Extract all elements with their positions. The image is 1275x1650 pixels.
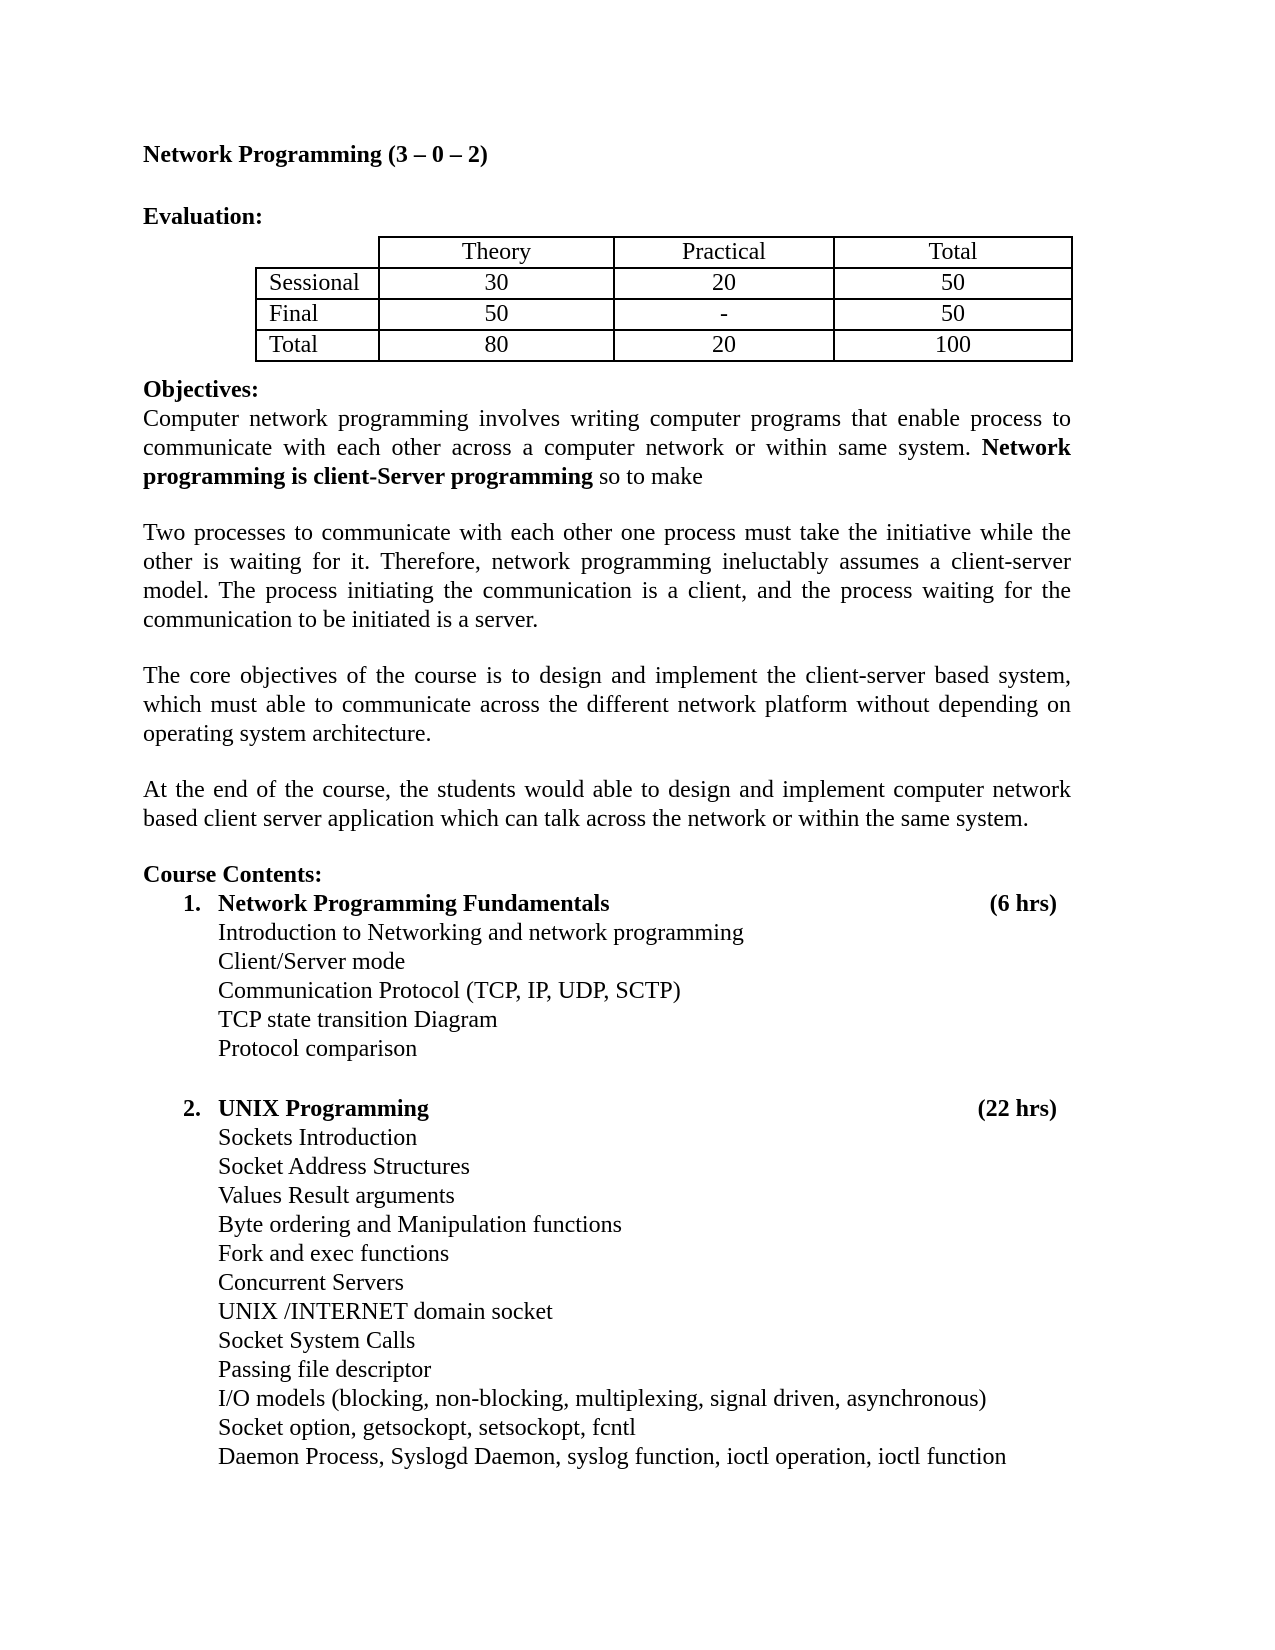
evaluation-table [255,236,1073,362]
item-hours: (6 hrs) [989,891,1057,917]
page-title: Network Programming (3 – 0 – 2) [143,142,488,168]
paragraph-text: Computer network programming involves writing computer programs that enable process to communicate with each other across a computer network or within same system. [143,406,1071,461]
course-contents-heading: Course Contents: [143,862,323,888]
topic-line: Fork and exec functions [218,1241,450,1267]
item-number: 2. [183,1096,201,1122]
row-label: Sessional [256,268,379,299]
column-header-theory: Theory [379,237,614,268]
row-label: Total [256,330,379,361]
topic-line: Communication Protocol (TCP, IP, UDP, SCTP) [218,978,681,1004]
course-item-2 [143,1095,1071,1472]
course-item-header [143,890,1071,919]
topic-line: UNIX /INTERNET domain socket [218,1299,553,1325]
topic-list [143,919,1071,1064]
topic-line: Sockets Introduction [218,1125,418,1151]
topic-line: Concurrent Servers [218,1270,404,1296]
objectives-heading: Objectives: [143,377,259,403]
row-label: Final [256,299,379,330]
course-item-1 [143,890,1071,1064]
topic-line: Socket System Calls [218,1328,416,1354]
document-content [143,141,1071,1472]
paragraph-bold-text: Network programming is client-Server programming [143,435,1071,490]
column-header-total: Total [834,237,1072,268]
table-row-total [256,330,1072,361]
objectives-paragraph-4: At the end of the course, the students would able to design and implement computer network based client server application which can talk across the network or within the same system. [143,777,1071,832]
topic-line: Socket Address Structures [218,1154,470,1180]
item-hours: (22 hrs) [977,1096,1057,1122]
topic-line: I/O models (blocking, non-blocking, multiplexing, signal driven, asynchronous) [218,1386,987,1412]
evaluation-heading: Evaluation: [143,204,264,230]
column-header-practical: Practical [614,237,834,268]
objectives-paragraph-1 [143,405,1071,492]
cell-value: 30 [379,268,614,299]
topic-line: Introduction to Networking and network programming [218,920,744,946]
topic-line: Values Result arguments [218,1183,455,1209]
table-row-final [256,299,1072,330]
topic-line: Socket option, getsockopt, setsockopt, fcntl [218,1415,636,1441]
cell-value: 50 [834,299,1072,330]
topic-line: Passing file descriptor [218,1357,432,1383]
cell-value: 80 [379,330,614,361]
cell-value: 50 [379,299,614,330]
cell-value: 20 [614,330,834,361]
course-item-header [143,1095,1071,1124]
item-title: Network Programming Fundamentals [218,891,610,917]
topic-line: Daemon Process, Syslogd Daemon, syslog function, ioctl operation, ioctl function [218,1444,1007,1470]
table-corner-cell [256,237,379,268]
topic-line: Byte ordering and Manipulation functions [218,1212,622,1238]
topic-list [143,1124,1071,1472]
item-title: UNIX Programming [218,1096,429,1122]
paragraph-text: so to make [592,464,703,490]
course-contents-list [143,890,1071,1472]
table-row-sessional [256,268,1072,299]
objectives-paragraph-2: Two processes to communicate with each other one process must take the initiative while the other is waiting for it. Therefore, network programming ineluctably assumes a client-server model. The process initiating the communication is a client, and the process waiting for the communication to be initiated is a server. [143,520,1071,633]
cell-value: 50 [834,268,1072,299]
cell-value: 20 [614,268,834,299]
topic-line: TCP state transition Diagram [218,1007,498,1033]
item-number: 1. [183,891,201,917]
objectives-paragraph-3: The core objectives of the course is to design and implement the client-server based system, which must able to communicate across the different network platform without depending on operating system architecture. [143,663,1071,747]
table-header-row [256,237,1072,268]
cell-value: - [614,299,834,330]
topic-line: Client/Server mode [218,949,406,975]
topic-line: Protocol comparison [218,1036,418,1062]
cell-value: 100 [834,330,1072,361]
